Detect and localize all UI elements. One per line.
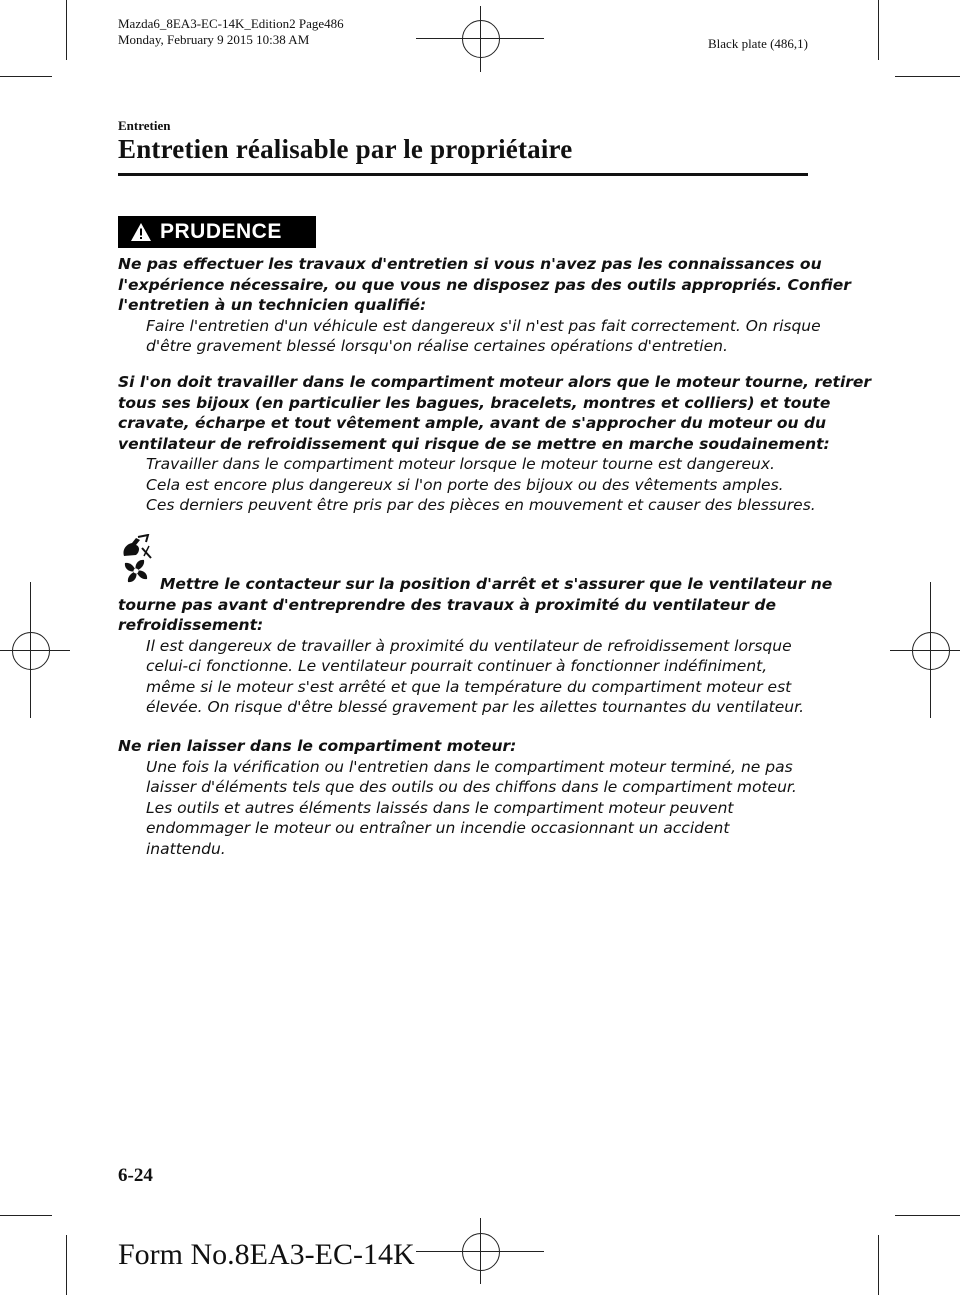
caution-paragraph-2 bbox=[118, 372, 872, 516]
page-number: 6-24 bbox=[118, 1165, 153, 1186]
print-meta bbox=[118, 16, 344, 48]
heading-line: l'entretien à un technicien qualifié: bbox=[118, 296, 427, 314]
form-number: Form No.8EA3-EC-14K bbox=[118, 1238, 415, 1271]
body-line: élevée. On risque d'être blessé gravement par les ailettes tournantes du ventilateur. bbox=[146, 698, 805, 716]
body-line: endommager le moteur ou entraîner un incendie occasionnant un accident bbox=[146, 819, 730, 837]
body-line: d'être gravement blessé lorsqu'on réalise certaines opérations d'entretien. bbox=[146, 337, 728, 355]
warning-triangle-icon bbox=[130, 222, 152, 242]
title-rule bbox=[118, 173, 808, 176]
heading-line: l'expérience nécessaire, ou que vous ne disposez pas des outils appropriés. Confier bbox=[118, 275, 851, 294]
paragraph-heading bbox=[118, 254, 851, 316]
heading-line: Si l'on doit travailler dans le compartiment moteur alors que le moteur tourne, retirer bbox=[118, 373, 872, 391]
caution-paragraph-4 bbox=[118, 736, 808, 859]
caution-paragraph-3 bbox=[118, 574, 833, 718]
body-line: Ces derniers peuvent être pris par des pièces en mouvement et causer des blessures. bbox=[146, 496, 816, 514]
paragraph-heading bbox=[118, 736, 808, 757]
heading-line: Ne pas effectuer les travaux d'entretien si vous n'avez pas les connaissances ou bbox=[118, 255, 822, 273]
page-title: Entretien réalisable par le propriétaire bbox=[118, 134, 573, 164]
section-label: Entretien bbox=[118, 118, 171, 133]
paragraph-body bbox=[118, 454, 816, 516]
body-line: Cela est encore plus dangereux si l'on porte des bijoux ou des vêtements amples. bbox=[146, 475, 784, 494]
plate-info: Black plate (486,1) bbox=[708, 36, 808, 51]
heading-line: ventilateur de refroidissement qui risque de se mettre en marche soudainement: bbox=[118, 434, 830, 453]
heading-line: Mettre le contacteur sur la position d'arrêt et s'assurer que le ventilateur ne bbox=[160, 575, 833, 593]
print-meta-line2: Monday, February 9 2015 10:38 AM bbox=[118, 32, 310, 47]
heading-line: Ne rien laisser dans le compartiment moteur: bbox=[118, 737, 517, 755]
body-line: laisser d'éléments tels que des outils ou des chiffons dans le compartiment moteur. bbox=[146, 778, 797, 796]
body-line: Il est dangereux de travailler à proximité du ventilateur de refroidissement lorsque bbox=[146, 636, 792, 655]
warning-badge bbox=[118, 216, 316, 248]
body-line: Une fois la vérification ou l'entretien dans le compartiment moteur terminé, ne pas bbox=[146, 757, 793, 776]
warning-label: PRUDENCE bbox=[160, 220, 282, 243]
heading-line: refroidissement: bbox=[118, 616, 264, 634]
paragraph-body bbox=[118, 757, 808, 860]
heading-line: tourne pas avant d'entreprendre des travaux à proximité du ventilateur de bbox=[118, 595, 776, 614]
caution-paragraph-1 bbox=[118, 254, 851, 357]
paragraph-heading bbox=[118, 574, 833, 636]
body-line: inattendu. bbox=[146, 839, 226, 858]
paragraph-heading bbox=[118, 372, 872, 454]
print-meta-line1: Mazda6_8EA3-EC-14K_Edition2 Page486 bbox=[118, 16, 344, 31]
fan-hand-icon bbox=[118, 534, 154, 560]
body-line: même si le moteur s'est arrêté et que la température du compartiment moteur est bbox=[146, 677, 792, 696]
paragraph-body bbox=[118, 636, 808, 718]
heading-line: cravate, écharpe et tout vêtement ample, avant de s'approcher du moteur ou du bbox=[118, 414, 827, 432]
body-line: Faire l'entretien d'un véhicule est dangereux s'il n'est pas fait correctement. On risque bbox=[146, 316, 821, 335]
body-line: celui-ci fonctionne. Le ventilateur pourrait continuer à fonctionner indéfiniment, bbox=[146, 657, 768, 675]
body-line: Les outils et autres éléments laissés dans le compartiment moteur peuvent bbox=[146, 798, 734, 817]
heading-line: tous ses bijoux (en particulier les bagues, bracelets, montres et colliers) et toute bbox=[118, 393, 831, 412]
body-line: Travailler dans le compartiment moteur lorsque le moteur tourne est dangereux. bbox=[146, 455, 775, 473]
paragraph-body bbox=[118, 316, 821, 357]
